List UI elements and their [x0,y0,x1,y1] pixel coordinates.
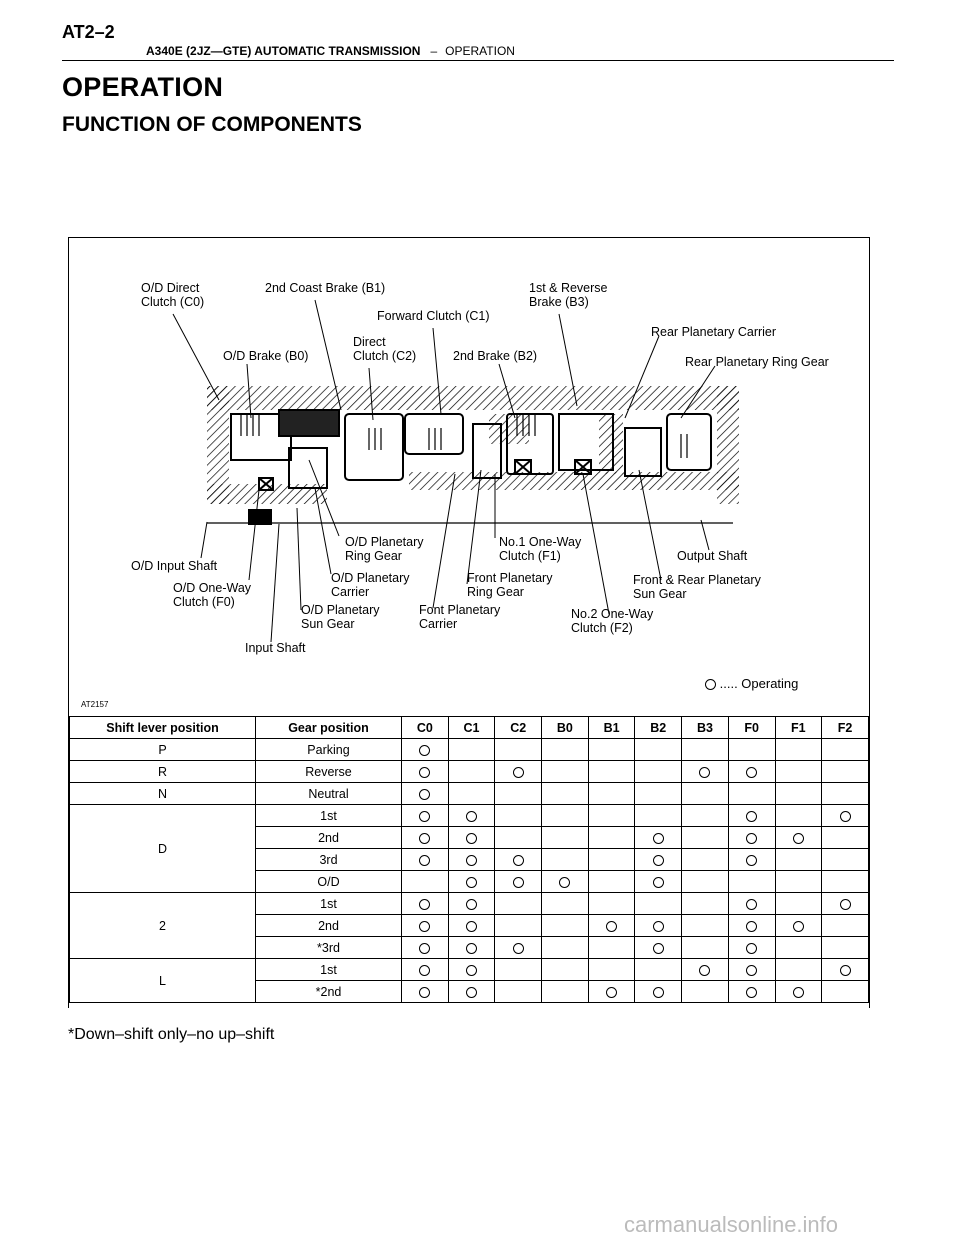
operation-cell [402,805,449,827]
gear-position-cell: Reverse [256,761,402,783]
operation-cell [542,981,589,1003]
operation-cell [682,805,729,827]
operation-cell [448,849,495,871]
shift-lever-cell: N [70,783,256,805]
table-body [70,739,869,1003]
clutch-brake-operation-table [69,716,869,1003]
label-od-direct-clutch: O/D Direct Clutch (C0) [141,281,205,309]
operation-cell [495,959,542,981]
operation-cell [588,893,635,915]
operation-cell [682,827,729,849]
operation-cell [402,959,449,981]
operation-cell [822,937,869,959]
operating-circle-icon [419,789,430,800]
operating-circle-icon [419,943,430,954]
section-subheading: FUNCTION OF COMPONENTS [62,113,362,136]
label-input-shaft: Input Shaft [245,641,306,655]
operating-circle-icon [705,679,716,690]
operation-cell [775,959,822,981]
label-front-rear-planetary-sun-gear: Front & Rear Planetary Sun Gear [633,573,761,601]
operation-cell [402,871,449,893]
footnote: *Down–shift only–no up–shift [68,1026,275,1043]
table-row [70,739,869,761]
operation-cell [448,761,495,783]
operating-circle-icon [606,987,617,998]
label-rear-planetary-carrier: Rear Planetary Carrier [651,325,777,339]
operating-circle-icon [840,899,851,910]
operating-circle-icon [419,965,430,976]
operation-cell [542,937,589,959]
shift-lever-cell: R [70,761,256,783]
operating-circle-icon [653,855,664,866]
shift-lever-cell: L [70,959,256,1003]
gear-position-cell: 3rd [256,849,402,871]
operation-cell [682,893,729,915]
operating-circle-icon [513,855,524,866]
operation-cell [448,893,495,915]
operating-circle-icon [419,745,430,756]
gear-position-cell: 2nd [256,915,402,937]
label-od-brake: O/D Brake (B0) [223,349,309,363]
operation-cell [635,981,682,1003]
operating-circle-icon [653,987,664,998]
shift-lever-cell: D [70,805,256,893]
operating-circle-icon [793,987,804,998]
operating-circle-icon [746,833,757,844]
label-od-planetary-sun-gear: O/D Planetary Sun Gear [301,603,380,631]
label-2nd-coast-brake: 2nd Coast Brake (B1) [265,281,386,295]
label-front-planetary-carrier: Font Planetary Carrier [419,603,501,631]
operation-cell [635,871,682,893]
operation-cell [822,871,869,893]
operating-circle-icon [653,877,664,888]
operating-circle-icon [466,965,477,976]
operation-cell [402,783,449,805]
operation-cell [822,959,869,981]
operation-cell [448,959,495,981]
page-number: AT2–2 [62,22,115,42]
label-no1-one-way-clutch: No.1 One-Way Clutch (F1) [499,535,582,563]
operation-cell [542,805,589,827]
operation-cell [635,827,682,849]
operating-circle-icon [466,877,477,888]
table-row [70,805,869,827]
gear-train [207,410,733,524]
operating-circle-icon [746,987,757,998]
operation-cell [448,739,495,761]
gear-position-cell: 2nd [256,827,402,849]
label-direct-clutch: Direct Clutch (C2) [353,335,417,363]
operation-cell [682,915,729,937]
operating-circle-icon [559,877,570,888]
table-row [70,959,869,981]
column-header: C1 [448,717,495,739]
operating-circle-icon [840,965,851,976]
operation-cell [822,915,869,937]
operation-cell [542,827,589,849]
gear-position-cell: Parking [256,739,402,761]
operation-cell [495,893,542,915]
operation-cell [448,783,495,805]
operating-circle-icon [653,921,664,932]
label-forward-clutch: Forward Clutch (C1) [377,309,490,323]
table-header-row [70,717,869,739]
operation-cell [588,805,635,827]
column-header: C2 [495,717,542,739]
operation-cell [728,937,775,959]
column-header: F2 [822,717,869,739]
operation-cell [495,981,542,1003]
operation-cell [635,739,682,761]
operation-cell [775,915,822,937]
column-header: B0 [542,717,589,739]
operation-cell [775,981,822,1003]
operation-cell [728,915,775,937]
operating-circle-icon [746,855,757,866]
label-rear-planetary-ring-gear: Rear Planetary Ring Gear [685,355,829,369]
operating-circle-icon [466,811,477,822]
label-od-input-shaft: O/D Input Shaft [131,559,218,573]
operation-cell [682,739,729,761]
operation-cell [448,981,495,1003]
operation-cell [542,959,589,981]
operating-circle-icon [653,833,664,844]
table-row [70,783,869,805]
operation-cell [822,893,869,915]
operation-cell [635,805,682,827]
column-header: B3 [682,717,729,739]
operation-cell [495,871,542,893]
operation-cell [682,871,729,893]
column-header: B1 [588,717,635,739]
operation-cell [822,761,869,783]
operating-circle-icon [419,767,430,778]
operation-cell [728,761,775,783]
operation-cell [588,871,635,893]
figure-code: AT2157 [81,700,109,709]
operation-cell [588,827,635,849]
operation-cell [822,805,869,827]
operation-cell [495,827,542,849]
gear-position-cell: 1st [256,893,402,915]
label-od-planetary-carrier: O/D Planetary Carrier [331,571,410,599]
operation-cell [588,981,635,1003]
operating-circle-icon [513,767,524,778]
operating-circle-icon [466,921,477,932]
transmission-cutaway-diagram [69,238,869,716]
label-output-shaft: Output Shaft [677,549,748,563]
operation-cell [588,849,635,871]
operation-cell [542,783,589,805]
shift-lever-cell: 2 [70,893,256,959]
operation-cell [682,959,729,981]
operation-cell [775,805,822,827]
operating-circle-icon [419,899,430,910]
header-separator: – [430,44,438,58]
operation-cell [728,849,775,871]
operation-cell [822,981,869,1003]
operation-cell [822,739,869,761]
operation-cell [448,827,495,849]
operation-cell [682,981,729,1003]
label-no2-one-way-clutch: No.2 One-Way Clutch (F2) [571,607,654,635]
operation-cell [728,893,775,915]
manual-title: A340E (2JZ—GTE) AUTOMATIC TRANSMISSION [146,44,421,58]
operation-cell [682,761,729,783]
operation-cell [542,915,589,937]
operation-cell [728,871,775,893]
operation-cell [402,937,449,959]
column-header: C0 [402,717,449,739]
operation-cell [495,761,542,783]
operation-cell [448,871,495,893]
operating-circle-icon [466,833,477,844]
operating-circle-icon [746,811,757,822]
shift-lever-cell: P [70,739,256,761]
operating-legend [705,676,798,691]
operation-cell [635,761,682,783]
running-header [146,44,515,58]
gear-position-cell: 1st [256,805,402,827]
operation-cell [728,827,775,849]
table-row [70,761,869,783]
operation-cell [775,761,822,783]
operating-circle-icon [746,899,757,910]
operation-cell [495,937,542,959]
gear-position-cell: 1st [256,959,402,981]
operation-cell [402,915,449,937]
operating-circle-icon [793,921,804,932]
operation-cell [728,981,775,1003]
operating-circle-icon [466,855,477,866]
operation-cell [635,893,682,915]
operation-cell [822,827,869,849]
column-header: F1 [775,717,822,739]
operation-cell [542,893,589,915]
operating-circle-icon [419,833,430,844]
operation-cell [448,805,495,827]
operation-cell [775,739,822,761]
operation-cell [495,805,542,827]
operating-circle-icon [466,987,477,998]
operation-cell [635,937,682,959]
operation-cell [775,783,822,805]
operation-cell [775,871,822,893]
operation-cell [542,849,589,871]
page-heading: OPERATION [62,72,224,102]
column-header: Shift lever position [70,717,256,739]
operation-cell [775,937,822,959]
label-2nd-brake: 2nd Brake (B2) [453,349,538,363]
operating-circle-icon [840,811,851,822]
operation-cell [542,871,589,893]
operation-cell [495,915,542,937]
header-rule [62,60,894,61]
operation-cell [682,783,729,805]
operation-cell [588,959,635,981]
operation-cell [588,739,635,761]
operation-cell [495,849,542,871]
label-front-planetary-ring-gear: Front Planetary Ring Gear [467,571,553,599]
operating-circle-icon [419,987,430,998]
operating-circle-icon [513,943,524,954]
column-header: F0 [728,717,775,739]
operation-cell [402,827,449,849]
operation-cell [542,739,589,761]
operating-circle-icon [466,943,477,954]
operation-cell [775,827,822,849]
operation-cell [822,783,869,805]
operation-cell [635,915,682,937]
operation-cell [728,959,775,981]
operation-cell [402,981,449,1003]
operation-cell [635,783,682,805]
operating-circle-icon [746,943,757,954]
table-row [70,893,869,915]
operating-circle-icon [419,921,430,932]
operation-cell [822,849,869,871]
operation-cell [728,739,775,761]
operation-cell [775,893,822,915]
operating-circle-icon [606,921,617,932]
operation-cell [775,849,822,871]
operation-cell [588,937,635,959]
gear-position-cell: *2nd [256,981,402,1003]
operating-circle-icon [793,833,804,844]
gear-position-cell: Neutral [256,783,402,805]
operation-cell [682,937,729,959]
operating-circle-icon [466,899,477,910]
operating-circle-icon [653,943,664,954]
operating-circle-icon [746,965,757,976]
operation-cell [635,849,682,871]
operation-cell [588,761,635,783]
operation-cell [402,849,449,871]
operation-cell [728,783,775,805]
transmission-figure [68,237,870,1008]
column-header: B2 [635,717,682,739]
operation-cell [682,849,729,871]
label-od-one-way-clutch: O/D One-Way Clutch (F0) [173,581,252,609]
operation-cell [588,783,635,805]
operating-circle-icon [699,965,710,976]
operating-circle-icon [746,767,757,778]
column-header: Gear position [256,717,402,739]
label-od-planetary-ring-gear: O/D Planetary Ring Gear [345,535,424,563]
operation-cell [542,761,589,783]
gear-position-cell: O/D [256,871,402,893]
operating-legend-text: ..... Operating [719,676,799,691]
operation-cell [495,783,542,805]
operating-circle-icon [513,877,524,888]
operation-cell [448,937,495,959]
operating-circle-icon [419,855,430,866]
operation-cell [728,805,775,827]
operation-cell [402,761,449,783]
operation-cell [495,739,542,761]
gear-position-cell: *3rd [256,937,402,959]
operation-cell [635,959,682,981]
label-1st-reverse-brake: 1st & Reverse Brake (B3) [529,281,608,309]
operation-cell [402,893,449,915]
watermark: carmanualsonline.info [624,1212,839,1237]
operating-circle-icon [419,811,430,822]
operation-cell [448,915,495,937]
operation-cell [402,739,449,761]
operating-circle-icon [699,767,710,778]
operation-cell [588,915,635,937]
operating-circle-icon [746,921,757,932]
section-name: OPERATION [445,44,515,58]
